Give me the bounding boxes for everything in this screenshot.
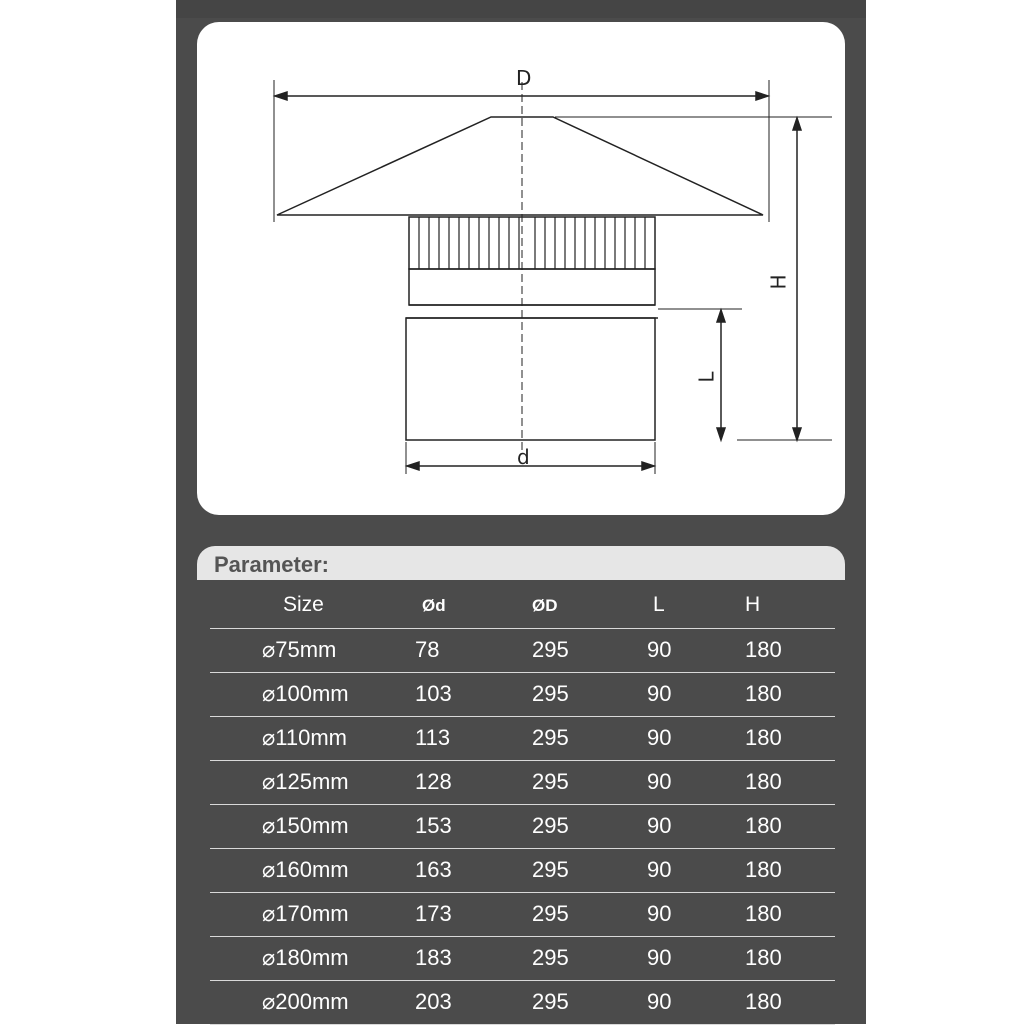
label-D: D [516, 66, 532, 90]
vent-slats [419, 217, 645, 269]
cell-size: ⌀170mm [262, 901, 349, 926]
table-row [210, 672, 835, 716]
cell-L: 90 [647, 945, 672, 970]
h-arrow-top [793, 118, 801, 130]
cell-L: 90 [647, 725, 672, 750]
cell-H: 180 [745, 857, 782, 882]
cell-L: 90 [647, 901, 672, 926]
cell-H: 180 [745, 945, 782, 970]
cell-L: 90 [647, 857, 672, 882]
cell-size: ⌀200mm [262, 989, 349, 1014]
parameter-heading: Parameter: [214, 552, 329, 577]
table-row [210, 760, 835, 804]
cell-inner-diameter: 173 [415, 901, 452, 926]
cell-inner-diameter: 113 [415, 725, 451, 750]
cell-outer-diameter: 295 [532, 637, 569, 662]
cell-outer-diameter: 295 [532, 901, 569, 926]
d-arrow-right [756, 92, 768, 100]
column-header-L: L [653, 593, 665, 616]
cell-size: ⌀150mm [262, 813, 349, 838]
pipe-body [406, 318, 655, 440]
cell-size: ⌀125mm [262, 769, 349, 794]
cell-H: 180 [745, 989, 782, 1014]
cell-outer-diameter: 295 [532, 945, 569, 970]
cell-inner-diameter: 128 [415, 769, 452, 794]
cell-outer-diameter: 295 [532, 681, 569, 706]
cell-inner-diameter: 153 [415, 813, 452, 838]
cell-size: ⌀75mm [262, 637, 337, 662]
l-arrow-top [717, 310, 725, 322]
table-row [210, 892, 835, 936]
cell-L: 90 [647, 769, 672, 794]
cell-outer-diameter: 295 [532, 769, 569, 794]
cone-cap [277, 117, 763, 215]
table-body [210, 628, 835, 1024]
collar-band [409, 269, 655, 305]
cell-outer-diameter: 295 [532, 857, 569, 882]
table-row [210, 848, 835, 892]
cell-L: 90 [647, 989, 672, 1014]
cell-inner-diameter: 78 [415, 637, 440, 662]
small-d-arrow-right [642, 462, 654, 470]
column-header-inner-diameter: Ød [422, 596, 446, 615]
h-arrow-bottom [793, 428, 801, 440]
panel-top-band [176, 0, 866, 18]
l-arrow-bottom [717, 428, 725, 440]
label-d: d [517, 445, 530, 469]
cell-inner-diameter: 103 [415, 681, 452, 706]
table-header-row [210, 585, 835, 628]
cell-outer-diameter: 295 [532, 813, 569, 838]
cell-size: ⌀180mm [262, 945, 349, 970]
chimney-cap-diagram [197, 22, 845, 515]
cell-H: 180 [745, 637, 782, 662]
cell-H: 180 [745, 901, 782, 926]
cell-H: 180 [745, 725, 782, 750]
technical-drawing [197, 22, 845, 515]
cell-size: ⌀160mm [262, 857, 349, 882]
table-row [210, 936, 835, 980]
cell-H: 180 [745, 813, 782, 838]
label-H: H [766, 274, 791, 290]
cell-outer-diameter: 295 [532, 725, 569, 750]
cell-outer-diameter: 295 [532, 989, 569, 1014]
column-header-size: Size [283, 593, 324, 616]
cell-L: 90 [647, 681, 672, 706]
small-d-arrow-left [407, 462, 419, 470]
cell-inner-diameter: 183 [415, 945, 452, 970]
cell-size: ⌀100mm [262, 681, 349, 706]
table-row [210, 980, 835, 1024]
cell-L: 90 [647, 813, 672, 838]
label-L: L [694, 371, 719, 383]
vent-grille [409, 217, 655, 269]
column-header-outer-diameter: ØD [532, 596, 558, 615]
column-header-H: H [745, 593, 761, 616]
parameter-table [210, 585, 835, 1025]
table-row [210, 628, 835, 672]
cell-inner-diameter: 203 [415, 989, 452, 1014]
table-row [210, 716, 835, 760]
table-row [210, 804, 835, 848]
parameter-header [197, 546, 845, 580]
cell-inner-diameter: 163 [415, 857, 452, 882]
cell-H: 180 [745, 769, 782, 794]
cell-size: ⌀110mm [262, 725, 347, 750]
d-arrow-left [275, 92, 287, 100]
cell-L: 90 [647, 637, 672, 662]
cell-H: 180 [745, 681, 782, 706]
